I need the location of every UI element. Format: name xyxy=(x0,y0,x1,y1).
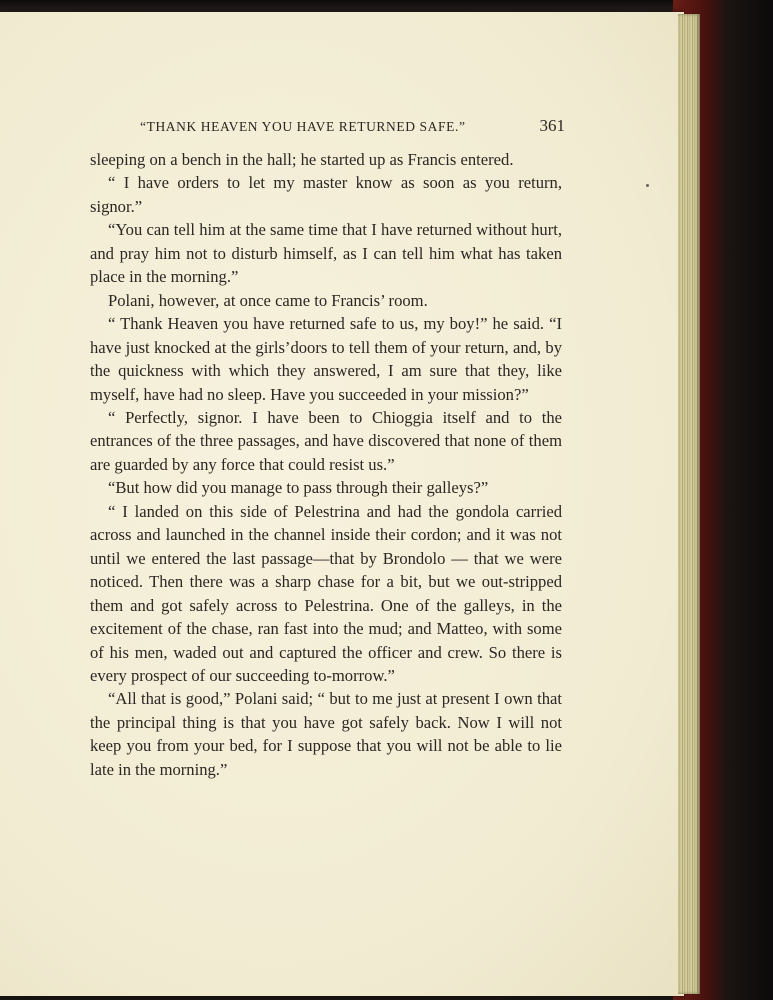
ink-speck xyxy=(646,184,649,187)
paragraph: “You can tell him at the same time that I have returned without hurt, and pray him not to disturb himself, as I can tell him what has taken place in the morning.” xyxy=(90,220,562,287)
paragraph: “But how did you manage to pass through their galleys?” xyxy=(108,478,489,498)
paragraph: “ I landed on this side of Pelestrina and had the gondola carried across and launched in the channel inside their cordon; and it was not until we entered the last passage—that by Brondolo — that we were noticed. Then there was a sharp chase for a bit, but we out-stripped them and got safely across to Pelestrina. One of the galleys, in the excitement of the chase, ran fast into the mud; and Matteo, with some of his men, waded out and captured the officer and crew. So there is every prospect of our succeeding to-morrow.” xyxy=(90,501,562,685)
running-head-title: “THANK HEAVEN YOU HAVE RETURNED SAFE.” xyxy=(140,119,466,134)
paragraph: sleeping on a bench in the hall; he started up as Francis entered. xyxy=(90,150,514,169)
paragraph: Polani, however, at once came to Francis’ room. xyxy=(108,290,428,310)
paragraph: “ Perfectly, signor. I have been to Chioggia itself and to the entrances of the three passages, and have discovered that none of them are guarded by any force that could resist us.” xyxy=(90,407,562,474)
paragraph: “ I have orders to let my master know as soon as you return, signor.” xyxy=(90,173,562,216)
paragraph: “ Thank Heaven you have returned safe to us, my boy!” he said. “I have just knocked at the girls’doors to tell them of your return, and, by the quickness with which they answered, I am sure that they, like myself, have had no sleep. Have you succeeded in your mission?” xyxy=(90,314,562,404)
body-text xyxy=(90,148,562,781)
page-number: 361 xyxy=(539,116,565,135)
running-head xyxy=(140,116,565,138)
paragraph: “All that is good,” Polani said; “ but to me just at present I own that the principal thing is that you have got safely back. Now I will not keep you from your bed, for I suppose that you will not be able to lie late in the morning.” xyxy=(90,689,562,779)
page-edges xyxy=(678,14,700,994)
